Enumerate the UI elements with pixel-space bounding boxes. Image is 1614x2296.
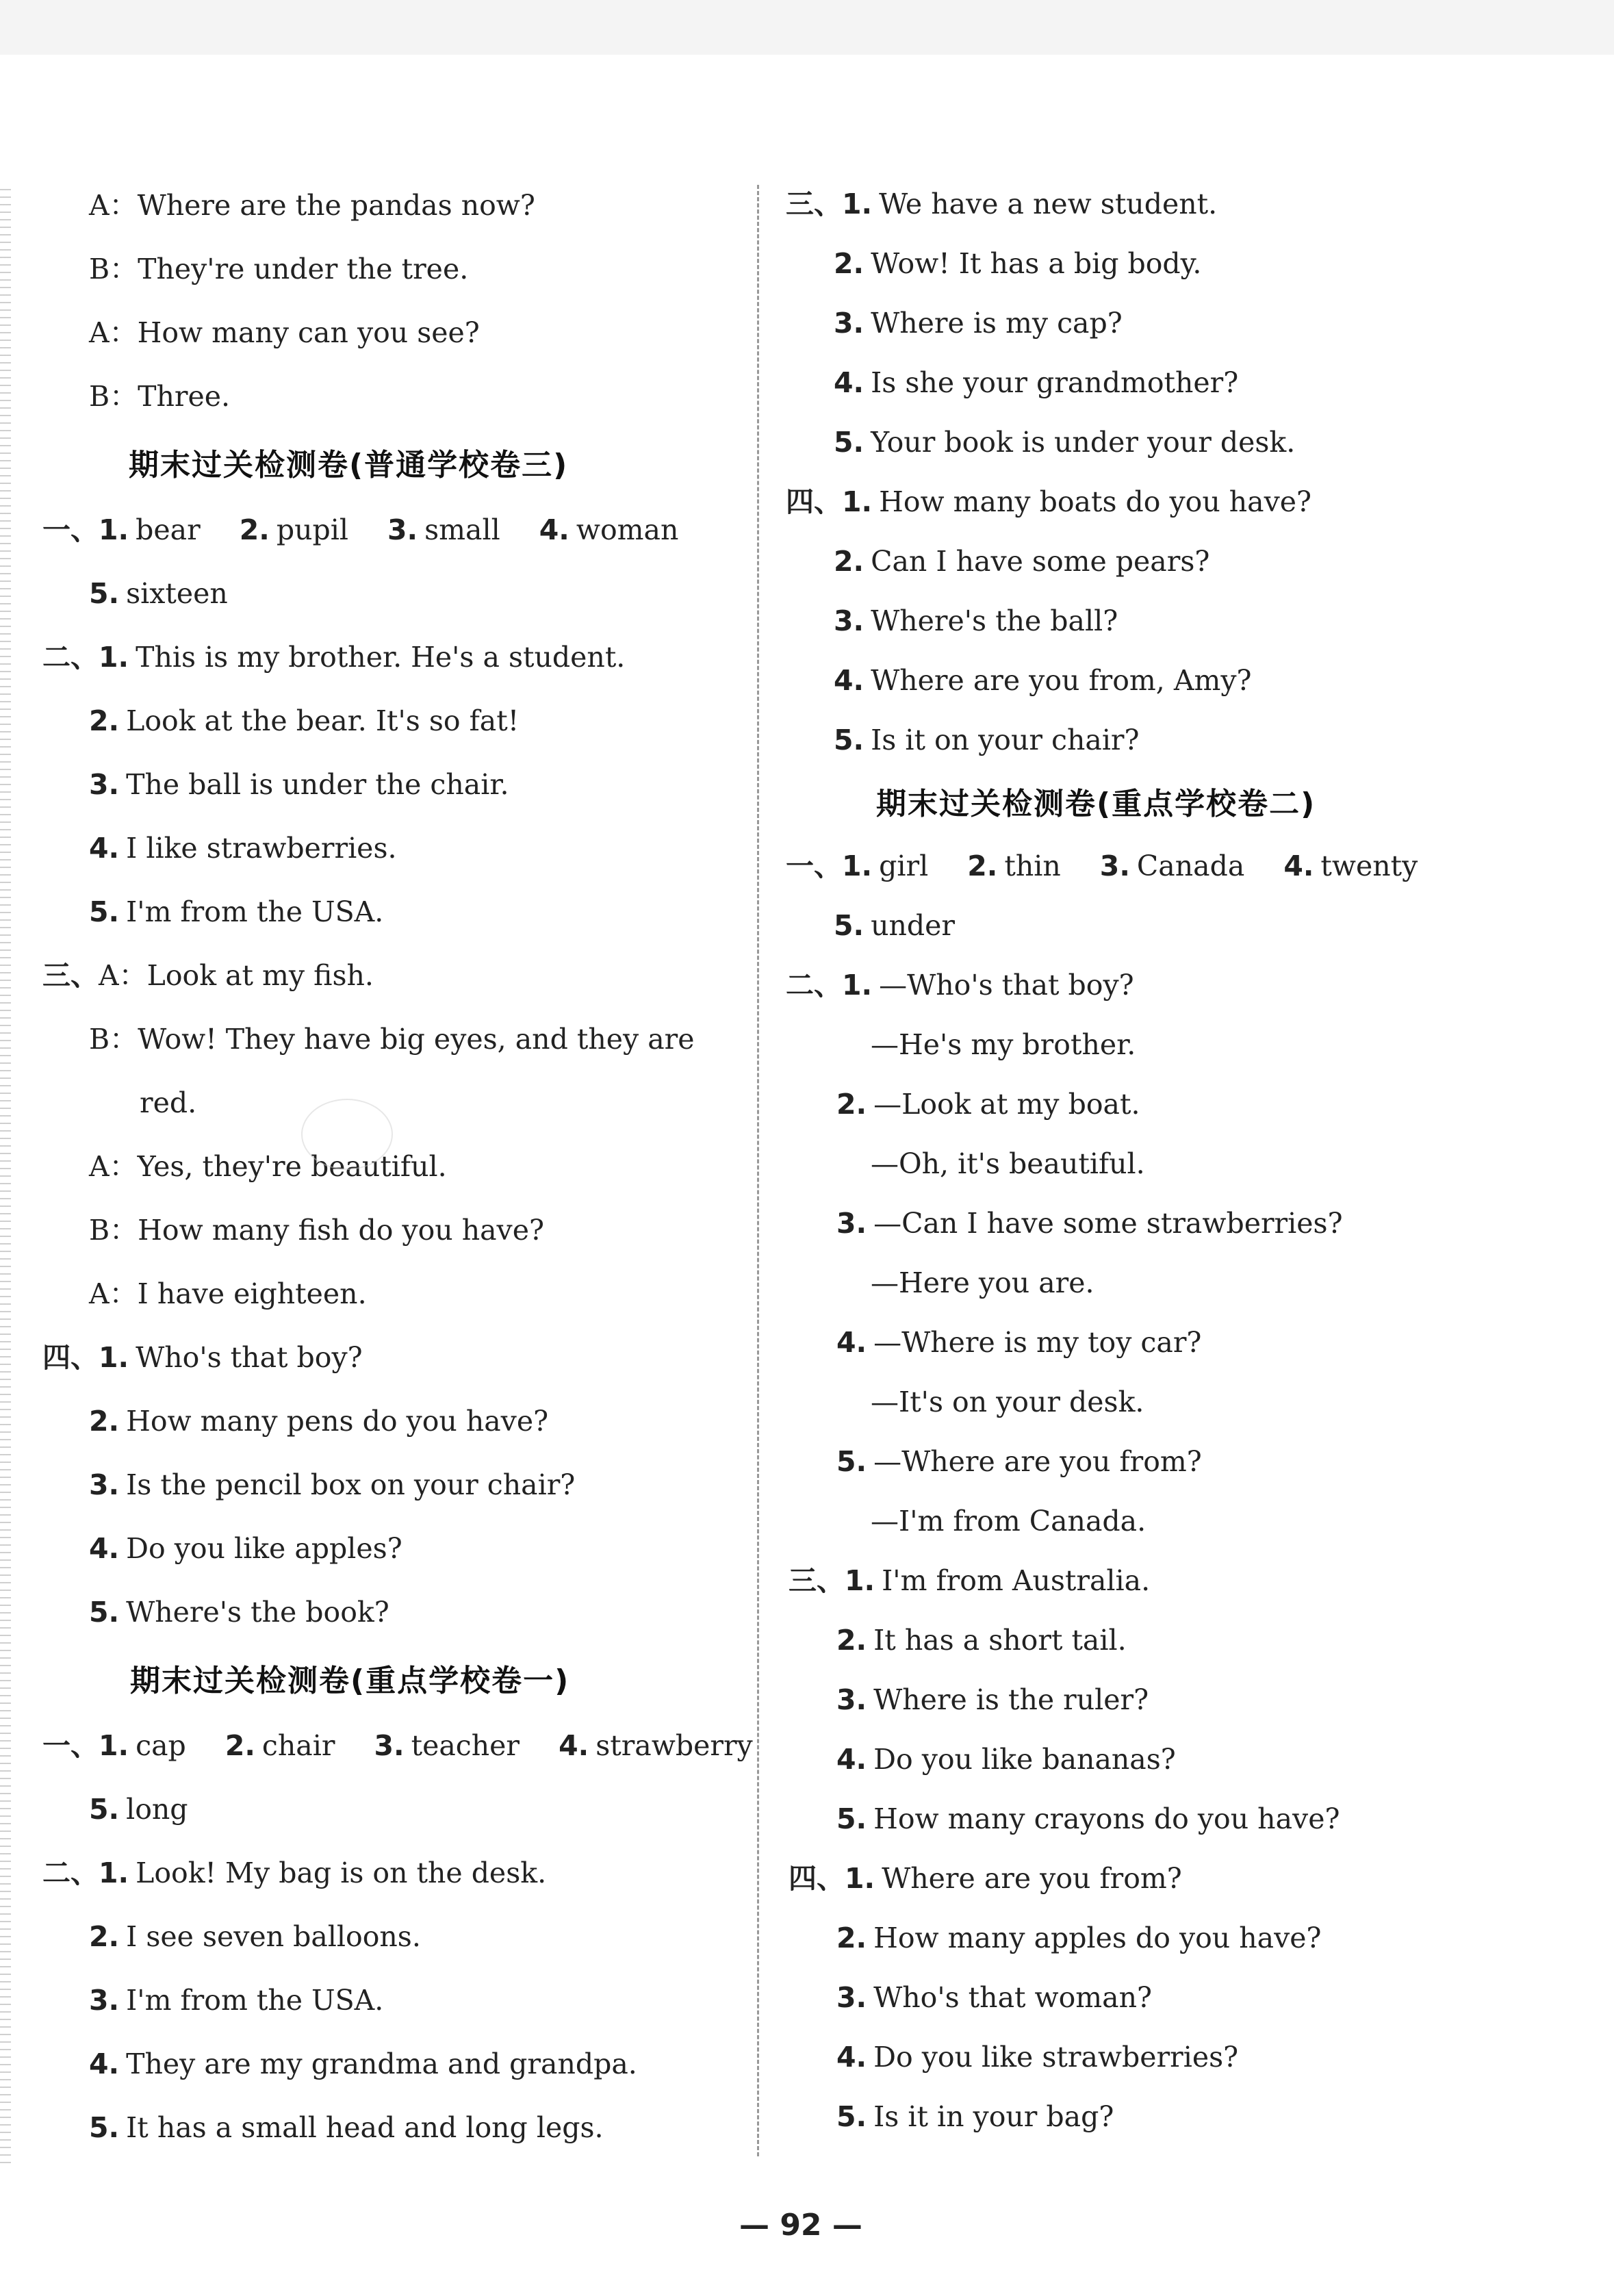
- column-divider: [757, 185, 759, 2156]
- answer-line: 2. Wow! It has a big body.: [834, 247, 1202, 280]
- dialogue-line: A：How many can you see?: [89, 316, 480, 349]
- dialogue-line: B：Wow! They have big eyes, and they are: [89, 1023, 695, 1056]
- section-heading: 期末过关检测卷(重点学校卷二): [876, 787, 1316, 821]
- dialogue-line: 3. —Can I have some strawberries?: [836, 1207, 1343, 1240]
- answer-line: 一、1. cap 2. chair 3. teacher 4. strawberry: [42, 1729, 753, 1762]
- section-heading: 期末过关检测卷(普通学校卷三): [129, 448, 569, 483]
- answer-line: 5. long: [89, 1793, 188, 1826]
- watermark-stamp: [301, 1099, 393, 1170]
- answer-line: 三、1. I'm from Australia.: [789, 1564, 1151, 1597]
- answer-line: 4. Do you like bananas?: [836, 1743, 1176, 1776]
- answer-line: 5. under: [834, 909, 956, 942]
- answer-line: 2. Can I have some pears?: [834, 545, 1210, 578]
- answer-line: 5. Is it in your bag?: [836, 2100, 1114, 2133]
- answer-line: 2. I see seven balloons.: [89, 1920, 421, 1953]
- dialogue-line: B：Three.: [89, 380, 231, 413]
- answer-line: 2. It has a short tail.: [836, 1624, 1127, 1657]
- page-number: — 92 —: [739, 2208, 862, 2243]
- answer-line: 5. Your book is under your desk.: [834, 426, 1296, 459]
- dialogue-line: 2. —Look at my boat.: [836, 1088, 1140, 1121]
- dialogue-line: B：How many fish do you have?: [89, 1214, 544, 1247]
- answer-line: 4. Do you like apples?: [89, 1532, 402, 1565]
- answer-line: 四、1. Who's that boy?: [42, 1341, 363, 1374]
- answer-line: 4. I like strawberries.: [89, 832, 397, 865]
- dialogue-line: B：They're under the tree.: [89, 253, 469, 285]
- answer-line: 二、1. This is my brother. He's a student.: [42, 641, 626, 674]
- section-heading: 期末过关检测卷(重点学校卷一): [130, 1663, 570, 1698]
- dialogue-line: 三、A：Look at my fish.: [42, 959, 374, 992]
- dialogue-line: red.: [140, 1086, 197, 1119]
- dialogue-line: 5. —Where are you from?: [836, 1445, 1202, 1478]
- answer-line: 三、1. We have a new student.: [786, 188, 1218, 220]
- answer-line: 5. Is it on your chair?: [834, 724, 1140, 756]
- answer-line: 4. They are my grandma and grandpa.: [89, 2048, 637, 2080]
- dialogue-line: 二、1. —Who's that boy?: [786, 969, 1134, 1002]
- answer-line: 3. Where is my cap?: [834, 307, 1123, 340]
- answer-line: 二、1. Look! My bag is on the desk.: [42, 1857, 547, 1889]
- answer-line: 5. How many crayons do you have?: [836, 1802, 1340, 1835]
- answer-line: 5. I'm from the USA.: [89, 895, 384, 928]
- answer-line: 5. Where's the book?: [89, 1596, 389, 1629]
- scan-top-margin: [0, 0, 1614, 55]
- answer-line: 3. I'm from the USA.: [89, 1984, 384, 2017]
- dialogue-line: A：Where are the pandas now?: [89, 189, 535, 222]
- dialogue-line: —He's my brother.: [871, 1028, 1136, 1061]
- dialogue-line: —Here you are.: [871, 1266, 1094, 1299]
- dialogue-line: 4. —Where is my toy car?: [836, 1326, 1202, 1359]
- dialogue-line: —Oh, it's beautiful.: [871, 1147, 1145, 1180]
- answer-line: 2. Look at the bear. It's so fat!: [89, 704, 520, 737]
- binding-edge: [0, 185, 11, 2163]
- dialogue-line: —I'm from Canada.: [871, 1505, 1147, 1538]
- answer-line: 2. How many apples do you have?: [836, 1922, 1322, 1954]
- dialogue-line: —It's on your desk.: [871, 1386, 1144, 1418]
- answer-line: 四、1. Where are you from?: [789, 1862, 1182, 1895]
- answer-line: 5. sixteen: [89, 577, 228, 610]
- answer-line: 一、1. girl 2. thin 3. Canada 4. twenty: [786, 850, 1418, 882]
- answer-line: 4. Do you like strawberries?: [836, 2041, 1239, 2074]
- answer-line: 3. The ball is under the chair.: [89, 768, 509, 801]
- answer-line: 2. How many pens do you have?: [89, 1405, 549, 1438]
- answer-line: 4. Where are you from, Amy?: [834, 664, 1252, 697]
- answer-line: 4. Is she your grandmother?: [834, 366, 1239, 399]
- answer-line: 四、1. How many boats do you have?: [786, 485, 1312, 518]
- answer-line: 一、1. bear 2. pupil 3. small 4. woman: [42, 513, 679, 546]
- answer-line: 3. Who's that woman?: [836, 1981, 1153, 2014]
- answer-line: 3. Is the pencil box on your chair?: [89, 1468, 576, 1501]
- answer-line: 5. It has a small head and long legs.: [89, 2111, 604, 2144]
- answer-line: 3. Where is the ruler?: [836, 1683, 1149, 1716]
- dialogue-line: A：I have eighteen.: [89, 1277, 367, 1310]
- answer-line: 3. Where's the ball?: [834, 604, 1118, 637]
- dialogue-line: A：Yes, they're beautiful.: [89, 1150, 447, 1183]
